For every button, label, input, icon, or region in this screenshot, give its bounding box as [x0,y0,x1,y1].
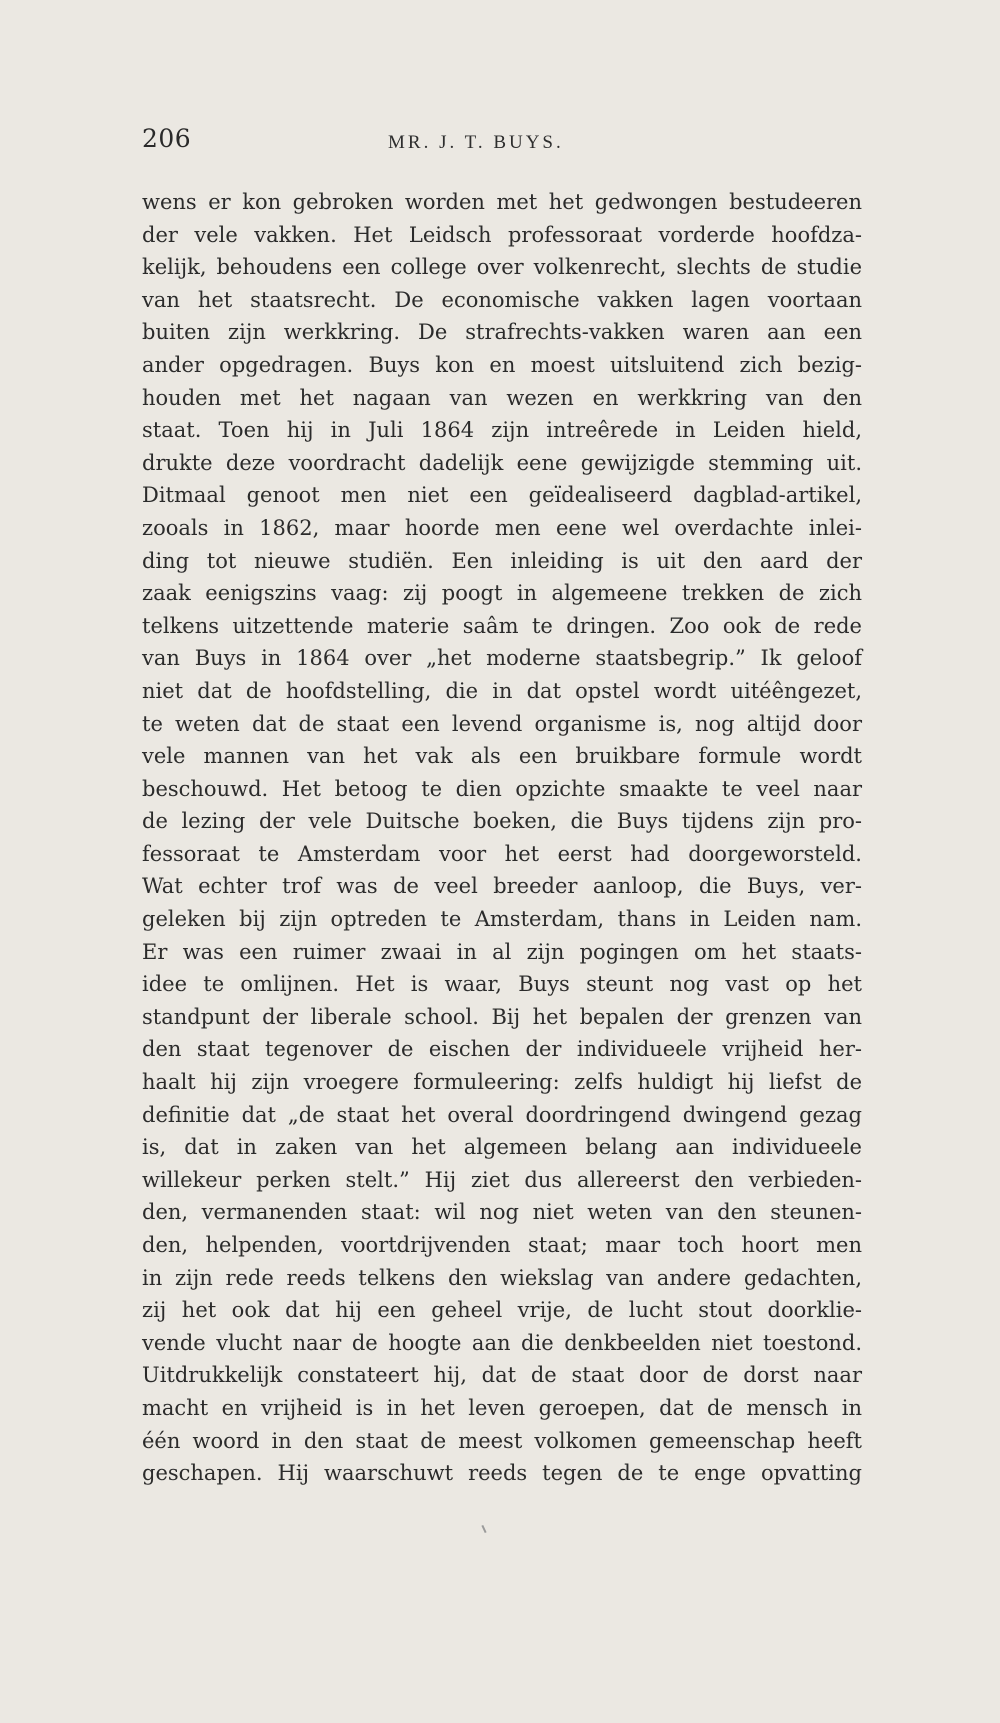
text-line: zooals in 1862, maar hoorde men eene wel overdachte inlei- [142,515,862,540]
text-line: zaak eenigszins vaag: zij poogt in algemeene trekken de zich [142,581,862,606]
text-line: geschapen. Hij waarschuwt reeds tegen de te enge opvatting [142,1461,862,1486]
text-line: van het staatsrecht. De economische vakken lagen voortaan [142,287,862,312]
running-head: MR. J. T. BUYS. [388,132,564,153]
text-line: macht en vrijheid is in het leven geroepen, dat de mensch in [142,1395,862,1420]
text-line: haalt hij zijn vroegere formuleering: zelfs huldigt hij liefst de [142,1070,862,1095]
text-line: zij het ook dat hij een geheel vrije, de lucht stout doorklie- [142,1298,862,1323]
text-line: kelijk, behoudens een college over volkenrecht, slechts de studie [142,255,862,280]
text-line: willekeur perken stelt.” Hij ziet dus allereerst den verbieden- [142,1167,862,1192]
text-line: drukte deze voordracht dadelijk eene gewijzigde stemming uit. [142,450,862,475]
text-line: Er was een ruimer zwaai in al zijn pogingen om het staats- [142,939,862,964]
text-line: wens er kon gebroken worden met het gedwongen bestudeeren [142,190,862,214]
page-number: 206 [142,124,192,153]
text-line: ding tot nieuwe studiën. Een inleiding is uit den aard der [142,548,862,573]
text-line: Uitdrukkelijk constateert hij, dat de staat door de dorst naar [142,1363,862,1388]
text-line: Ditmaal genoot men niet een geïdealiseerd dagblad-artikel, [142,483,862,508]
text-line: telkens uitzettende materie saâm te dringen. Zoo ook de rede [142,613,862,638]
text-line: niet dat de hoofdstelling, die in dat opstel wordt uitéêngezet, [142,678,862,703]
text-line: houden met het nagaan van wezen en werkkring van den [142,385,862,410]
text-line: beschouwd. Het betoog te dien opzichte smaakte te veel naar [142,776,862,801]
text-line: staat. Toen hij in Juli 1864 zijn intreêrede in Leiden hield, [142,418,862,443]
text-line: den, vermanenden staat: wil nog niet weten van den steunen- [142,1200,862,1225]
text-line: in zijn rede reeds telkens den wiekslag van andere gedachten, [142,1265,862,1290]
text-line: is, dat in zaken van het algemeen belang aan individueele [142,1135,862,1160]
body-text [142,186,862,1490]
text-line: buiten zijn werkkring. De strafrechts-vakken waren aan een [142,320,862,345]
text-line: ander opgedragen. Buys kon en moest uitsluitend zich bezig- [142,352,862,377]
text-line: definitie dat „de staat het overal doordringend dwingend gezag [142,1102,862,1127]
text-line: de lezing der vele Duitsche boeken, die Buys tijdens zijn pro- [142,809,862,834]
text-line: Wat echter trof was de veel breeder aanloop, die Buys, ver- [142,874,862,899]
text-line: der vele vakken. Het Leidsch professoraat vorderde hoofdza- [142,222,862,247]
text-line: te weten dat de staat een levend organisme is, nog altijd door [142,711,862,736]
text-line: van Buys in 1864 over „het moderne staatsbegrip.” Ik geloof [142,646,862,671]
text-line: vende vlucht naar de hoogte aan die denkbeelden niet toestond. [142,1330,862,1355]
text-line: één woord in den staat de meest volkomen gemeenschap heeft [142,1428,862,1453]
text-line: standpunt der liberale school. Bij het bepalen der grenzen van [142,1004,862,1029]
text-line: den, helpenden, voortdrijvenden staat; maar toch hoort men [142,1233,862,1257]
text-line: vele mannen van het vak als een bruikbare formule wordt [142,744,862,769]
text-line: idee te omlijnen. Het is waar, Buys steunt nog vast op het [142,972,862,997]
text-line: fessoraat te Amsterdam voor het eerst had doorgeworsteld. [142,841,862,866]
text-line: den staat tegenover de eischen der individueele vrijheid her- [142,1037,862,1062]
page-header [142,124,862,164]
text-line: geleken bij zijn optreden te Amsterdam, thans in Leiden nam. [142,907,862,932]
ink-speck [481,1525,486,1533]
